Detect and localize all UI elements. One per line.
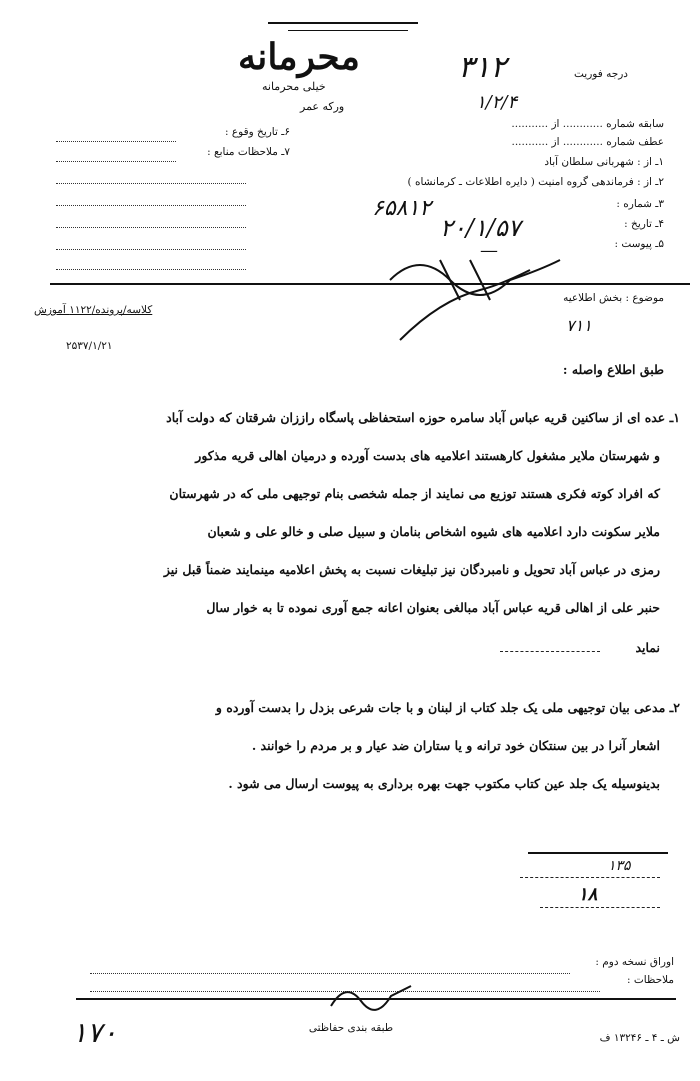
handwritten-margin-number: ۱۷۰: [72, 1016, 118, 1049]
paragraph-line: و شهرستان ملایر مشغول کارهستند اعلامیه های بدست آورده و درمیان اهالی قریه مذکور: [195, 448, 660, 463]
copy-label: اوراق نسخه دوم :: [595, 956, 674, 968]
secondary-subtitle: ورکه عمر: [300, 100, 345, 113]
to-field: ۲ـ از : فرماندهی گروه امنیت ( دایره اطلاعات ـ کرمانشاه ): [407, 176, 664, 188]
related-number-field: عطف شماره ............ از ...........: [511, 136, 664, 148]
form-code: ش ـ ۴ ـ ۱۳۲۴۶ ف: [599, 1032, 680, 1044]
document-number-handwritten: ۳۱۲: [458, 50, 507, 85]
header-divider: [50, 283, 690, 285]
greeting-line: طبق اطلاع واصله :: [562, 362, 664, 377]
dotted-line: [56, 160, 176, 162]
stamp-number: ۱۳۵: [608, 858, 631, 874]
paragraph-line: حنبر علی از اهالی قریه عباس آباد مبالغی بعنوان اعانه جمع آوری نموده تا به خوار سال: [206, 600, 660, 615]
priority-label: درجه فوریت: [574, 68, 628, 80]
left-reference: کلاسه/پرونده/۱۱۲۲ آموزش: [34, 304, 153, 316]
reference-number-field: سابقه شماره ............ از ...........: [511, 118, 664, 130]
classification-subtitle: خیلی محرمانه: [262, 80, 326, 93]
page-fraction-handwritten: ۱/۲/۴: [476, 92, 518, 113]
paragraph-line: ۲ـ مدعی بیان توجیهی ملی یک جلد کتاب از لبنان و با جات شرعی بزدل را بدست آورده و: [215, 700, 680, 715]
number-field: ۳ـ شماره :: [616, 198, 664, 210]
signature-icon: [326, 976, 416, 1016]
margin-mark: ۷۱۱: [566, 316, 592, 335]
dotted-line: [56, 140, 176, 142]
classification-footer: طبقه بندی حفاظتی: [308, 1022, 394, 1034]
handwritten-date: ۲۰/۱/۵۷: [440, 214, 521, 242]
left-date: ۲۵۳۷/۱/۲۱: [66, 340, 113, 352]
paragraph-line: رمزی در عباس آباد تحویل و نامبردگان نیز تبلیغات نسبت به پخش اعلامیه مینمایند ضمناً قبل نیز: [163, 562, 660, 577]
attachment-field: ۵ـ پیوست :: [614, 238, 664, 250]
subject-line: موضوع : بخش اطلاعیه: [563, 292, 664, 304]
handwriting-scribble-icon: [380, 240, 580, 350]
paragraph-line: بدینوسیله یک جلد عین کتاب مکتوب جهت بهره برداری به پیوست ارسال می شود .: [228, 776, 660, 791]
dotted-line: [56, 268, 246, 270]
dotted-line: [56, 226, 246, 228]
paragraph-line: اشعار آنرا در بین سنتکان خود ترانه و یا ستاران ضد عیار و بر مردم را خوانند .: [251, 738, 660, 753]
document-title: محرمانه: [238, 36, 360, 78]
paragraph-line: ملایر سکونت دارد اعلامیه های شیوه اشخاص بنامان و سبیل صلی و خالو علی و شعبان: [207, 524, 660, 539]
dotted-line: [56, 204, 246, 206]
stamp-dash: [520, 876, 660, 878]
paragraph-line: که افراد کوته فکری هستند توزیع می نمایند از جمله شخصی بنام توجیهی ملی که در شهرستان: [169, 486, 660, 501]
title-overline-2: [288, 30, 408, 31]
handwritten-number: ۶۵۸۱۲: [372, 196, 432, 221]
paragraph-line: نماید: [635, 640, 660, 655]
occurrence-date-field: ۶ـ تاریخ وقوع :: [225, 126, 290, 138]
dotted-line: [56, 248, 246, 250]
handwritten-attachment: —: [480, 240, 498, 261]
notes-label: ملاحظات :: [627, 974, 674, 986]
paragraph-line: ۱ـ عده ای از ساکنین قریه عباس آباد سامره حوزه استحفاظی پاسگاه راززان شرقتان که دولت آباد: [166, 410, 680, 425]
from-field: ۱ـ از : شهربانی سلطان آباد: [544, 156, 664, 168]
stamp-line: [528, 852, 668, 854]
date-field: ۴ـ تاریخ :: [624, 218, 664, 230]
stamp-dash: [540, 906, 660, 908]
dotted-line: [56, 182, 246, 184]
title-overline: [268, 22, 418, 24]
dashed-line: [500, 650, 600, 652]
source-notes-field: ۷ـ ملاحظات منابع :: [207, 146, 290, 158]
footer-dotted-line: [90, 972, 570, 974]
stamp-code: ۱۸: [578, 884, 598, 905]
